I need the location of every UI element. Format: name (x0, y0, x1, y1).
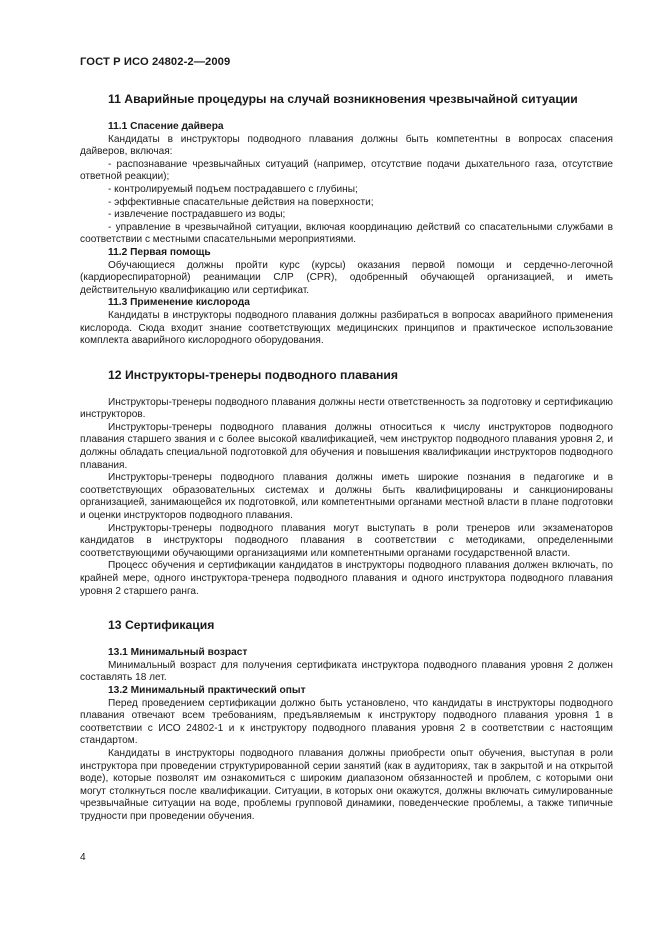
subsection-heading-11-1: 11.1 Спасение дайвера (108, 121, 224, 132)
list-item: - управление в чрезвычайной ситуации, включая координацию действий со спасательными службами в соответствии с местными спасательными мероприятиями. (80, 221, 613, 246)
paragraph: Кандидаты в инструкторы подводного плавания должны быть компетентны в вопросах спасения дайверов, включая: (80, 133, 613, 158)
page-number: 4 (80, 852, 86, 863)
section-heading-12: 12 Инструкторы-тренеры подводного плавания (108, 367, 398, 382)
list-item: - контролируемый подъем пострадавшего с глубины; (108, 183, 358, 195)
list-item: - распознавание чрезвычайных ситуаций (например, отсутствие подачи дыхательного газа, отсутствие ответной реакции); (80, 158, 613, 183)
paragraph: Инструкторы-тренеры подводного плавания должны относиться к числу инструкторов подводного плавания старшего звания и с более высокой квалификацией, чем инструктор подводного плавания уровня 2, и должны обладать специальной подготовкой для обучения и повышения квалификации инструкторов подводного плавания. (80, 421, 613, 471)
running-header: ГОСТ Р ИСО 24802-2—2009 (80, 56, 231, 68)
subsection-heading-11-3: 11.3 Применение кислорода (108, 297, 250, 309)
paragraph: Перед проведением сертификации должно быть установлено, что кандидаты в инструкторы подводного плавания отвечают всем требованиям, предъявляемым к инструктору подводного плавания уровня 1 в соответствии с ИСО 24802-1 и к инструктору подводного плавания уровня 2 в соответствии с настоящим стандартом. (80, 697, 613, 747)
paragraph: Минимальный возраст для получения сертификата инструктора подводного плавания уровня 2 должен составлять 18 лет. (80, 659, 613, 684)
section-heading-11: 11 Аварийные процедуры на случай возникновения чрезвычайной ситуации (108, 92, 578, 106)
list-item: - эффективные спасательные действия на поверхности; (108, 196, 374, 208)
paragraph: Кандидаты в инструкторы подводного плавания должны разбираться в вопросах аварийного применения кислорода. Сюда входит знание соответствующих медицинских принципов и практическое использование комплекта аварийного кислородного оборудования. (80, 309, 613, 347)
list-item: - извлечение пострадавшего из воды; (108, 209, 286, 221)
paragraph: Обучающиеся должны пройти курс (курсы) оказания первой помощи и сердечно-легочной (кардиореспираторной) реанимации СЛР (CPR), одобренный обучающей организацией, и иметь действительную квалификацию или сертификат. (80, 259, 613, 296)
paragraph: Инструкторы-тренеры подводного плавания могут выступать в роли тренеров или экзаменаторов кандидатов в инструкторы подводного плавания в соответствии с методиками, определенными соответствующими обучающими организациями или компетентными органами государственной власти. (80, 522, 613, 559)
paragraph: Инструкторы-тренеры подводного плавания должны нести ответственность за подготовку и сертификацию инструкторов. (80, 396, 613, 421)
subsection-heading-13-2: 13.2 Минимальный практический опыт (108, 684, 306, 696)
page-content (80, 92, 613, 824)
subsection-heading-11-2: 11.2 Первая помощь (108, 246, 211, 258)
paragraph: Процесс обучения и сертификации кандидатов в инструкторы подводного плавания должен включать, по крайней мере, одного инструктора-тренера подводного плавания и одного инструктора подводного плавания уровня 2 старшего ранга. (80, 560, 613, 597)
subsection-heading-13-1: 13.1 Минимальный возраст (108, 647, 248, 659)
paragraph: Инструкторы-тренеры подводного плавания должны иметь широкие познания в педагогике и в соответствующих образовательных системах и должны быть квалифицированы и санкционированы организацией, занимающейся их подготовкой, или компетентными органами местной власти в плане подготовки и оценки инструкторов подводного плавания. (80, 472, 613, 522)
paragraph: Кандидаты в инструкторы подводного плавания должны приобрести опыт обучения, выступая в роли инструктора при проведении структурированной серии занятий (как в аудиториях, так в закрытой и на открытой воде), которые позволят им ознакомиться с широким диапазоном обязанностей и проблем, с которыми они могут столкнуться после квалификации. Ситуации, в которых они окажутся, должны включать симулированные чрезвычайные ситуации на воде, проблемы групповой динамики, поведенческие проблемы, а также типичные трудности при проведении обучения. (80, 747, 613, 822)
section-heading-13: 13 Сертификация (108, 618, 215, 633)
